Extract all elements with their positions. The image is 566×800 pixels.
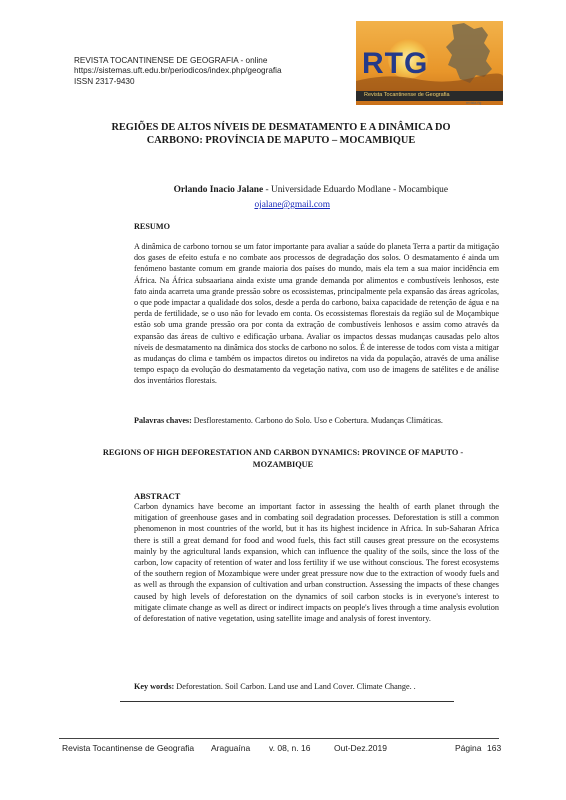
footer-page-number: 163 xyxy=(487,743,502,753)
palavras-label: Palavras chaves: xyxy=(134,416,192,425)
journal-name: REVISTA TOCANTINENSE DE GEOGRAFIA - online xyxy=(74,56,268,65)
keywords xyxy=(134,681,499,692)
resumo-text: A dinâmica de carbono tornou se um fator importante para avaliar a saúde do planeta Terra a partir da mitigação dos gases de efeito estufa e no combate aos processos de degradação dos solos. O desmatamento é ainda um fenómeno bastante comum em grande maioria dos países do mundo, mais ela tem a sua maior incidência em África. Na África subsaariana ainda existe uma grande demanda por alimentos e combustíveis lenhosos, este fato ainda acarreta uma grande pressão sobre os ecossistemas, principalmente pela expansão das áreas agrícolas, o que pode impactar a qualidade dos solos, desde a perda do carbono, baixa capacidade de retenção de água e na perda de fertilidade, se o uso não for levado em conta. Os ecossistemas florestais da região sul de Moçambique estão sob uma grande pressão ora por conta da extração de combustíveis lenhosos e assim como através da expansão das áreas de cultivo e edificação urbana. Avaliar os impactos dessas mudanças causadas pelo altos níveis de desmatamento na dinâmica dos stocks de carbono no solos. É de interesse de todos com vista a mitigar as mudanças do clima e também os impactos diretos ou indiretos na vida da população, através de uma análise tempo espaço da evolução do desmatamento da vegetação nativa, com uso de imagens de satélites e de análise dos inventários florestais. xyxy=(134,242,499,386)
author-email-link[interactable]: ojalane@gmail.com xyxy=(254,200,330,210)
author-name: Orlando Inacio Jalane xyxy=(173,185,264,195)
journal-url[interactable]: https://sistemas.uft.edu.br/periodicos/index.php/geografia xyxy=(74,66,282,76)
article-title-pt: REGIÕES DE ALTOS NÍVEIS DE DESMATAMENTO E A DINÂMICA DO CARBONO: PROVÍNCIA DE MAPUTO – MOCAMBIQUE xyxy=(111,122,451,146)
footer-date: Out-Dez.2019 xyxy=(334,743,387,753)
footer-page-label: Página xyxy=(455,743,482,753)
abstract-heading: ABSTRACT xyxy=(134,491,181,501)
palavras-chaves xyxy=(134,415,499,426)
keywords-label: Key words: xyxy=(134,682,175,691)
journal-info xyxy=(74,56,282,87)
resumo-heading: RESUMO xyxy=(134,222,170,231)
footer-divider xyxy=(59,738,499,739)
article-title-en: REGIONS OF HIGH DEFORESTATION AND CARBON DYNAMICS: PROVINCE OF MAPUTO - MOZAMBIQUE xyxy=(102,448,464,469)
logo-subtitle: Revista Tocantinense de Geografia xyxy=(364,92,450,98)
logo-text: RTG xyxy=(362,47,429,80)
author-line xyxy=(128,185,448,195)
divider xyxy=(120,701,454,702)
footer-city: Araguaína xyxy=(211,743,251,753)
footer-journal: Revista Tocantinense de Geografia xyxy=(62,743,195,753)
author-affiliation: - Universidade Eduardo Modlane - Mocambique xyxy=(263,185,448,195)
palavras-text: Desflorestamento. Carbono do Solo. Uso e Cobertura. Mudanças Climáticas. xyxy=(191,416,443,425)
journal-issn: ISSN 2317-9430 xyxy=(74,76,135,86)
logo-small-text: revista.rtg xyxy=(466,101,482,105)
rtg-logo xyxy=(356,21,503,105)
abstract-text: Carbon dynamics have become an important factor in assessing the health of earth planet through the mitigation of greenhouse gases and in combating soil degradation processes. Deforestation is still a common phenomenon in most countries of the world, but it has its highest incidence in Africa. In sub-Saharan Africa there is still a great demand for food and wood fuels, this fact still causes great pressure on the ecosystems mainly by the agricultural lands expansion, which can influence the quality of the soils, since the loss of the carbon, low capacity of retention of water and loss fertility if we use without conscious. The forest ecosystems of the southern region of Mozambique were under great pressure now due to the extraction of woody fuels and as well as through the expansion of cultivation and urban construction. Assessing the impacts of these changes caused by high levels of deforestation on the dynamics of soil carbon stocks is in everyone's interest to mitigate climate change as well as direct or indirect impacts on people's lives through a time analysis evolution of deforestation of native vegetation, using satellite image and analysis of forest inventory. xyxy=(134,502,499,624)
keywords-text: Deforestation. Soil Carbon. Land use and Land Cover. Climate Change. . xyxy=(174,682,416,691)
footer-volume: v. 08, n. 16 xyxy=(269,743,311,753)
